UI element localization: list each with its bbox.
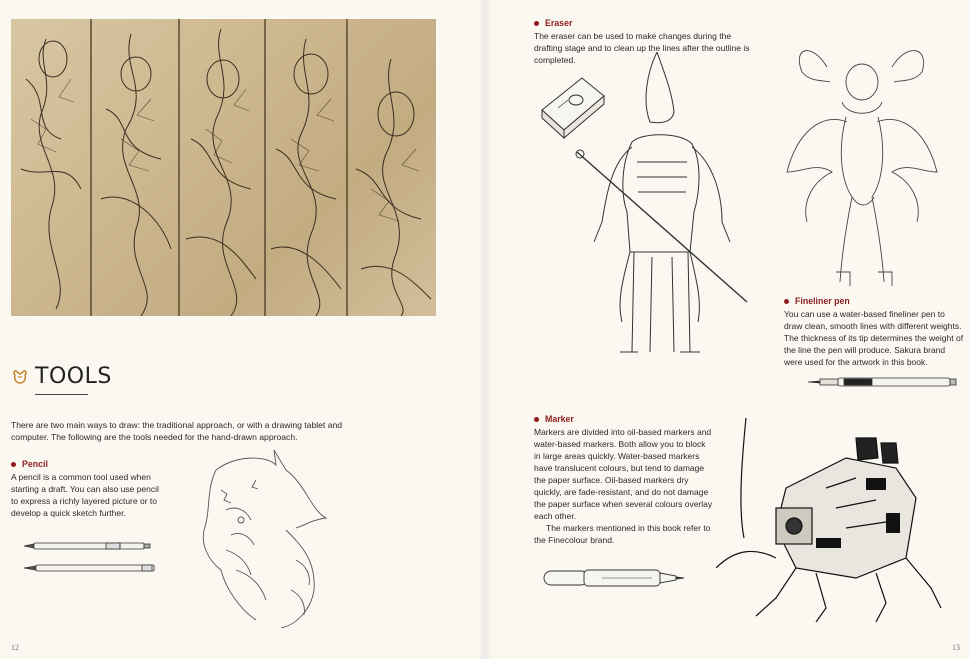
bullet-icon [534,21,539,26]
fineliner-section [784,296,964,368]
eraser-description: The eraser can be used to make changes during the drafting stage and to clean up the lines after the outline is completed. [534,31,750,65]
section-heading [11,364,112,389]
intro-paragraph: There are two main ways to draw: the traditional approach, or with a drawing tablet and computer. The following are the tools needed for the hand-drawn approach. [11,420,343,442]
marker-note: The markers mentioned in this book refer to the Finecolour brand. [534,523,711,545]
tools-icon [11,368,29,386]
marker-description: Markers are divided into oil-based markers and water-based markers. Both allow you to block in large areas quickly. Water-based markers have translucent colours, but tend to damage the paper surface. Oil-based markers dry quickly, are fade-resistant, and do not damage the paper surface when several colours overlay each other. [534,427,713,521]
mech-robot-sketch [716,418,948,622]
eraser-heading: Eraser [545,18,573,28]
bullet-icon [11,462,16,467]
warrior-panels-illustration [11,19,436,316]
armored-knight-sketch [572,52,752,362]
pencil-heading: Pencil [22,459,48,469]
section-title: TOOLS [35,364,112,389]
pencil-section [11,459,161,519]
pencil-description: A pencil is a common tool used when starting a draft. You can also use pencil to express a richly layered picture or to develop a quick sketch further. [11,472,159,518]
fineliner-heading: Fineliner pen [795,296,850,306]
pencil-icon [22,538,162,574]
bullet-icon [534,417,539,422]
page-gutter [478,0,492,659]
fineliner-description: You can use a water-based fineliner pen to draw clean, smooth lines with different weights. The thickness of its tip determines the weight of the line the pen will produce. Sakura brand were used for the artwork in this book. [784,309,964,367]
demon-angel-sketch [782,22,942,290]
marker-icon [540,566,685,590]
page-number-left: 12 [11,643,19,652]
title-underline [35,394,88,395]
marker-section [534,414,714,546]
fineliner-pen-icon [808,374,958,390]
page-number-right: 13 [952,643,960,652]
creature-head-sketch [196,450,336,628]
marker-heading: Marker [545,414,574,424]
bullet-icon [784,299,789,304]
